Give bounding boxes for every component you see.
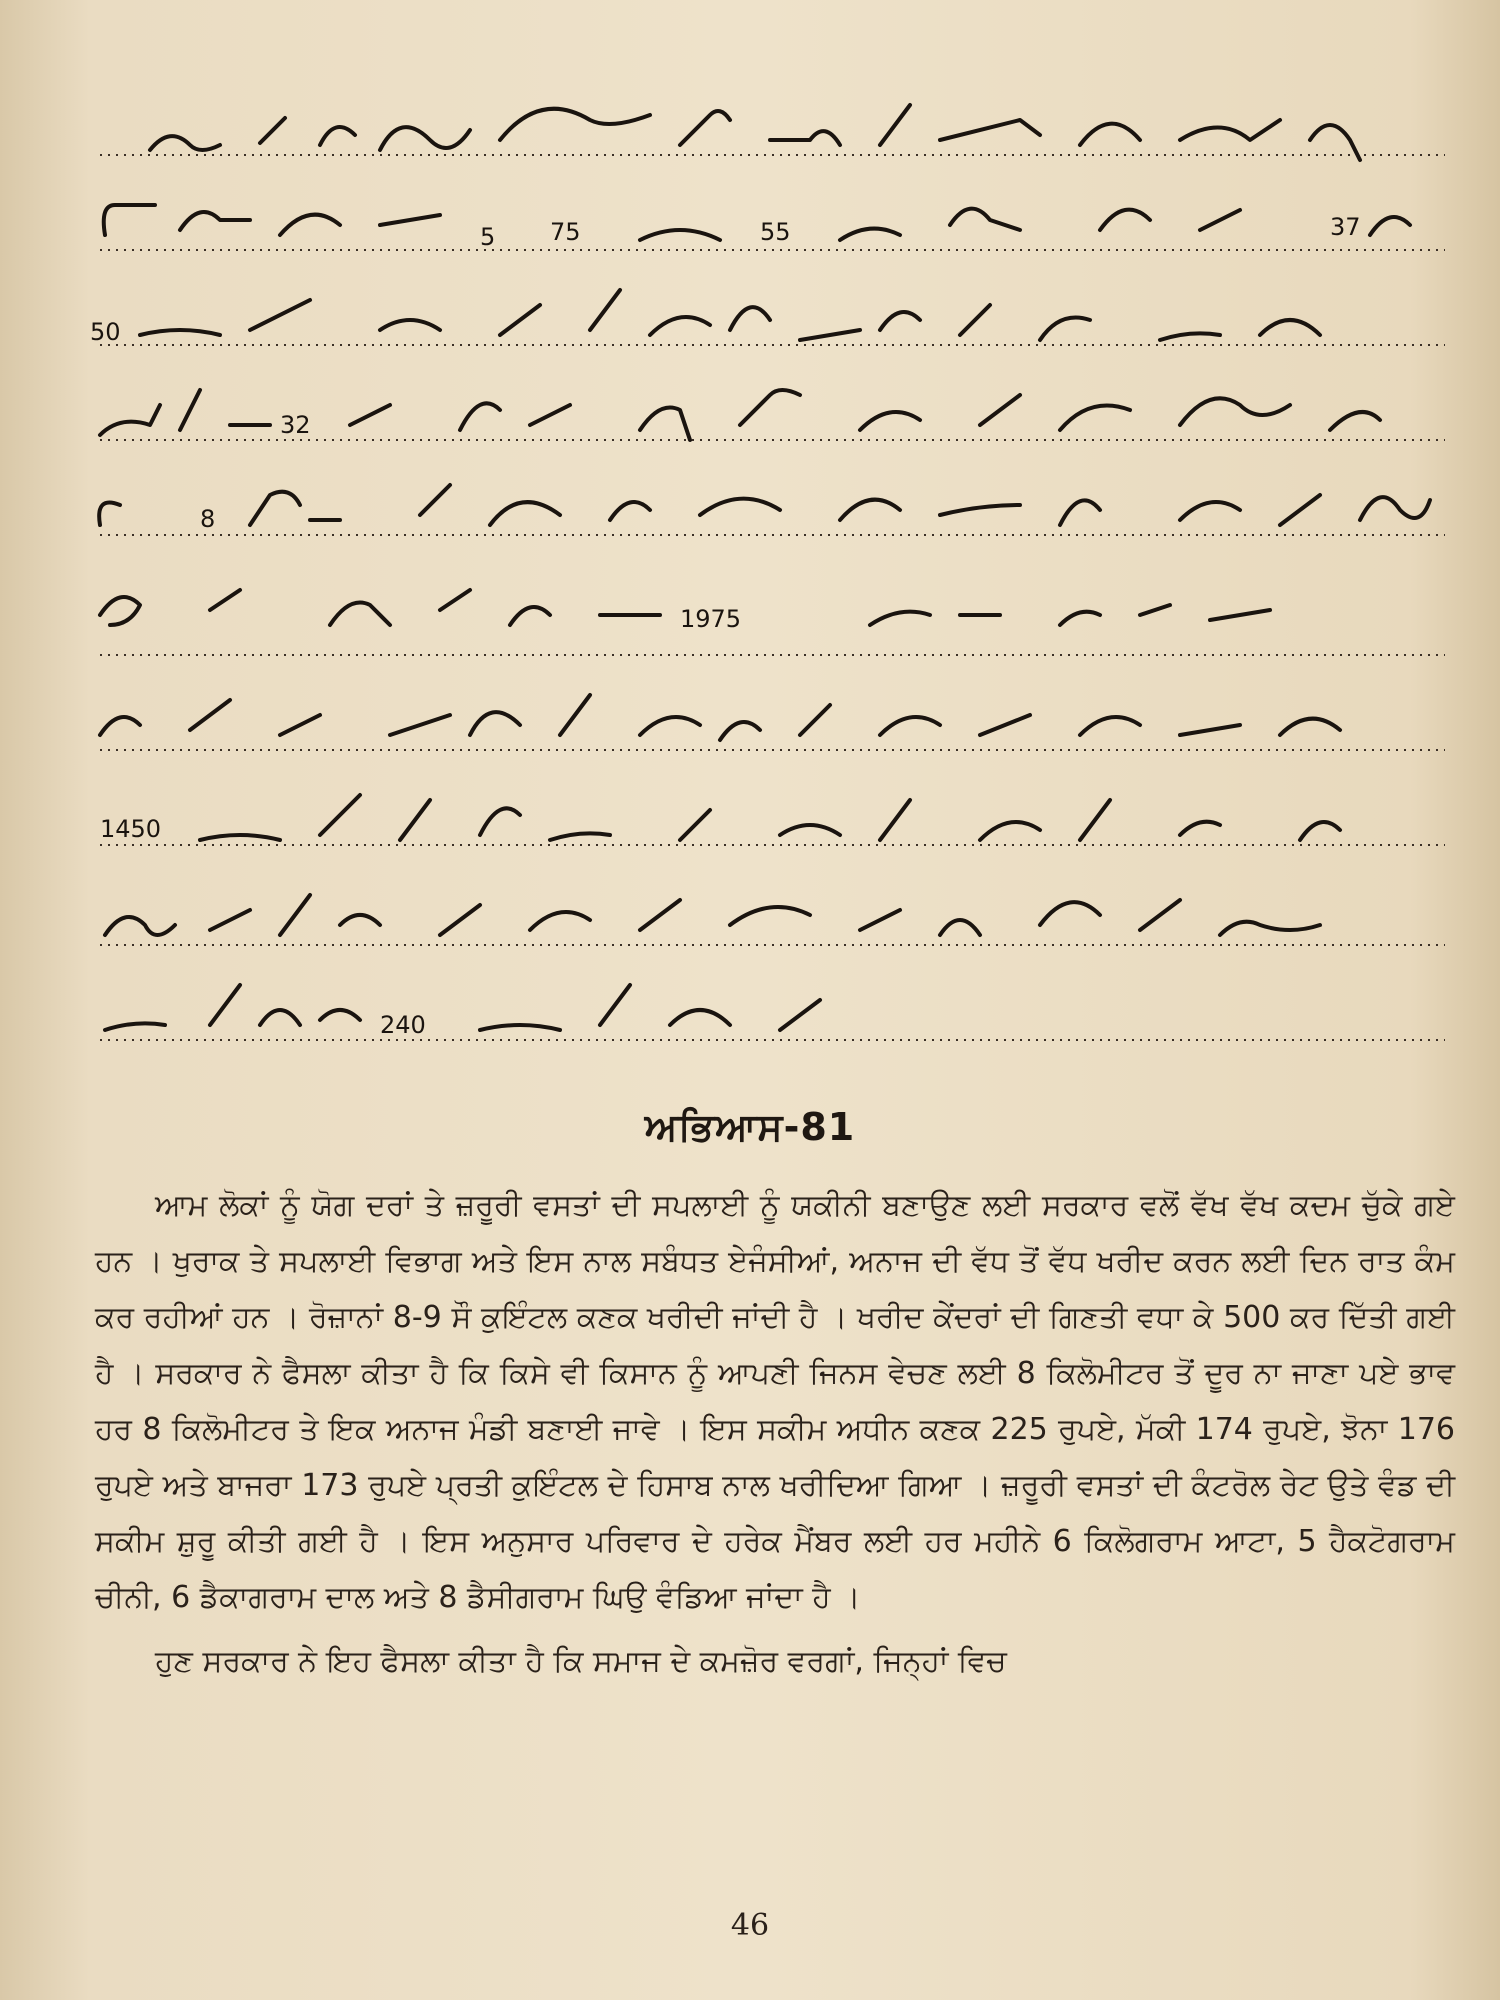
numeral-55: 55: [760, 218, 791, 246]
exercise-title: ਅਭਿਆਸ-81: [644, 1105, 856, 1149]
numeral-50: 50: [90, 318, 121, 346]
shorthand-strokes: [80, 95, 1450, 1055]
exercise-passage: [95, 1178, 1455, 1690]
numeral-1450: 1450: [100, 815, 162, 843]
shorthand-exercise-area: [80, 95, 1450, 1055]
numeral-1975: 1975: [680, 605, 742, 633]
page-number: 46: [730, 1908, 770, 1943]
numeral-37: 37: [1330, 213, 1361, 241]
numeral-32: 32: [280, 411, 311, 439]
paragraph-1: ਆਮ ਲੋਕਾਂ ਨੂੰ ਯੋਗ ਦਰਾਂ ਤੇ ਜ਼ਰੂਰੀ ਵਸਤਾਂ ਦੀ ਸਪਲਾਈ ਨੂੰ ਯਕੀਨੀ ਬਣਾਉਣ ਲਈ ਸਰਕਾਰ ਵਲੋਂ ਵੱਖ ਵੱਖ ਕਦਮ ਚੁੱਕੇ ਗਏ ਹਨ । ਖੁਰਾਕ ਤੇ ਸਪਲਾਈ ਵਿਭਾਗ ਅਤੇ ਇਸ ਨਾਲ ਸਬੰਧਤ ਏਜੰਸੀਆਂ, ਅਨਾਜ ਦੀ ਵੱਧ ਤੋਂ ਵੱਧ ਖਰੀਦ ਕਰਨ ਲਈ ਦਿਨ ਰਾਤ ਕੰਮ ਕਰ ਰਹੀਆਂ ਹਨ । ਰੋਜ਼ਾਨਾਂ 8-9 ਸੌ ਕੁਇੰਟਲ ਕਣਕ ਖਰੀਦੀ ਜਾਂਦੀ ਹੈ । ਖਰੀਦ ਕੇਂਦਰਾਂ ਦੀ ਗਿਣਤੀ ਵਧਾ ਕੇ 500 ਕਰ ਦਿੱਤੀ ਗਈ ਹੈ । ਸਰਕਾਰ ਨੇ ਫੈਸਲਾ ਕੀਤਾ ਹੈ ਕਿ ਕਿਸੇ ਵੀ ਕਿਸਾਨ ਨੂੰ ਆਪਣੀ ਜਿਨਸ ਵੇਚਣ ਲਈ 8 ਕਿਲੋਮੀਟਰ ਤੋਂ ਦੂਰ ਨਾ ਜਾਣਾ ਪਏ ਭਾਵ ਹਰ 8 ਕਿਲੋਮੀਟਰ ਤੇ ਇਕ ਅਨਾਜ ਮੰਡੀ ਬਣਾਈ ਜਾਵੇ । ਇਸ ਸਕੀਮ ਅਧੀਨ ਕਣਕ 225 ਰੁਪਏ, ਮੱਕੀ 174 ਰੁਪਏ, ਝੋਨਾ 176 ਰੁਪਏ ਅਤੇ ਬਾਜਰਾ 173 ਰੁਪਏ ਪ੍ਰਤੀ ਕੁਇੰਟਲ ਦੇ ਹਿਸਾਬ ਨਾਲ ਖਰੀਦਿਆ ਗਿਆ । ਜ਼ਰੂਰੀ ਵਸਤਾਂ ਦੀ ਕੰਟਰੋਲ ਰੇਟ ਉਤੇ ਵੰਡ ਦੀ ਸਕੀਮ ਸ਼ੁਰੂ ਕੀਤੀ ਗਈ ਹੈ । ਇਸ ਅਨੁਸਾਰ ਪਰਿਵਾਰ ਦੇ ਹਰੇਕ ਮੈਂਬਰ ਲਈ ਹਰ ਮਹੀਨੇ 6 ਕਿਲੋਗਰਾਮ ਆਟਾ, 5 ਹੈਕਟੋਗਰਾਮ ਚੀਨੀ, 6 ਡੈਕਾਗਰਾਮ ਦਾਲ ਅਤੇ 8 ਡੈਸੀਗਰਾਮ ਘਿਉ ਵੰਡਿਆ ਜਾਂਦਾ ਹੈ ।: [95, 1188, 1455, 1615]
numeral-5: 5: [480, 223, 496, 251]
numeral-240: 240: [380, 1011, 426, 1039]
numeral-8: 8: [200, 505, 216, 533]
paragraph-2: ਹੁਣ ਸਰਕਾਰ ਨੇ ਇਹ ਫੈਸਲਾ ਕੀਤਾ ਹੈ ਕਿ ਸਮਾਜ ਦੇ ਕਮਜ਼ੋਰ ਵਰਗਾਂ, ਜਿਨ੍ਹਾਂ ਵਿਚ: [155, 1644, 1007, 1679]
numeral-75: 75: [550, 218, 581, 246]
